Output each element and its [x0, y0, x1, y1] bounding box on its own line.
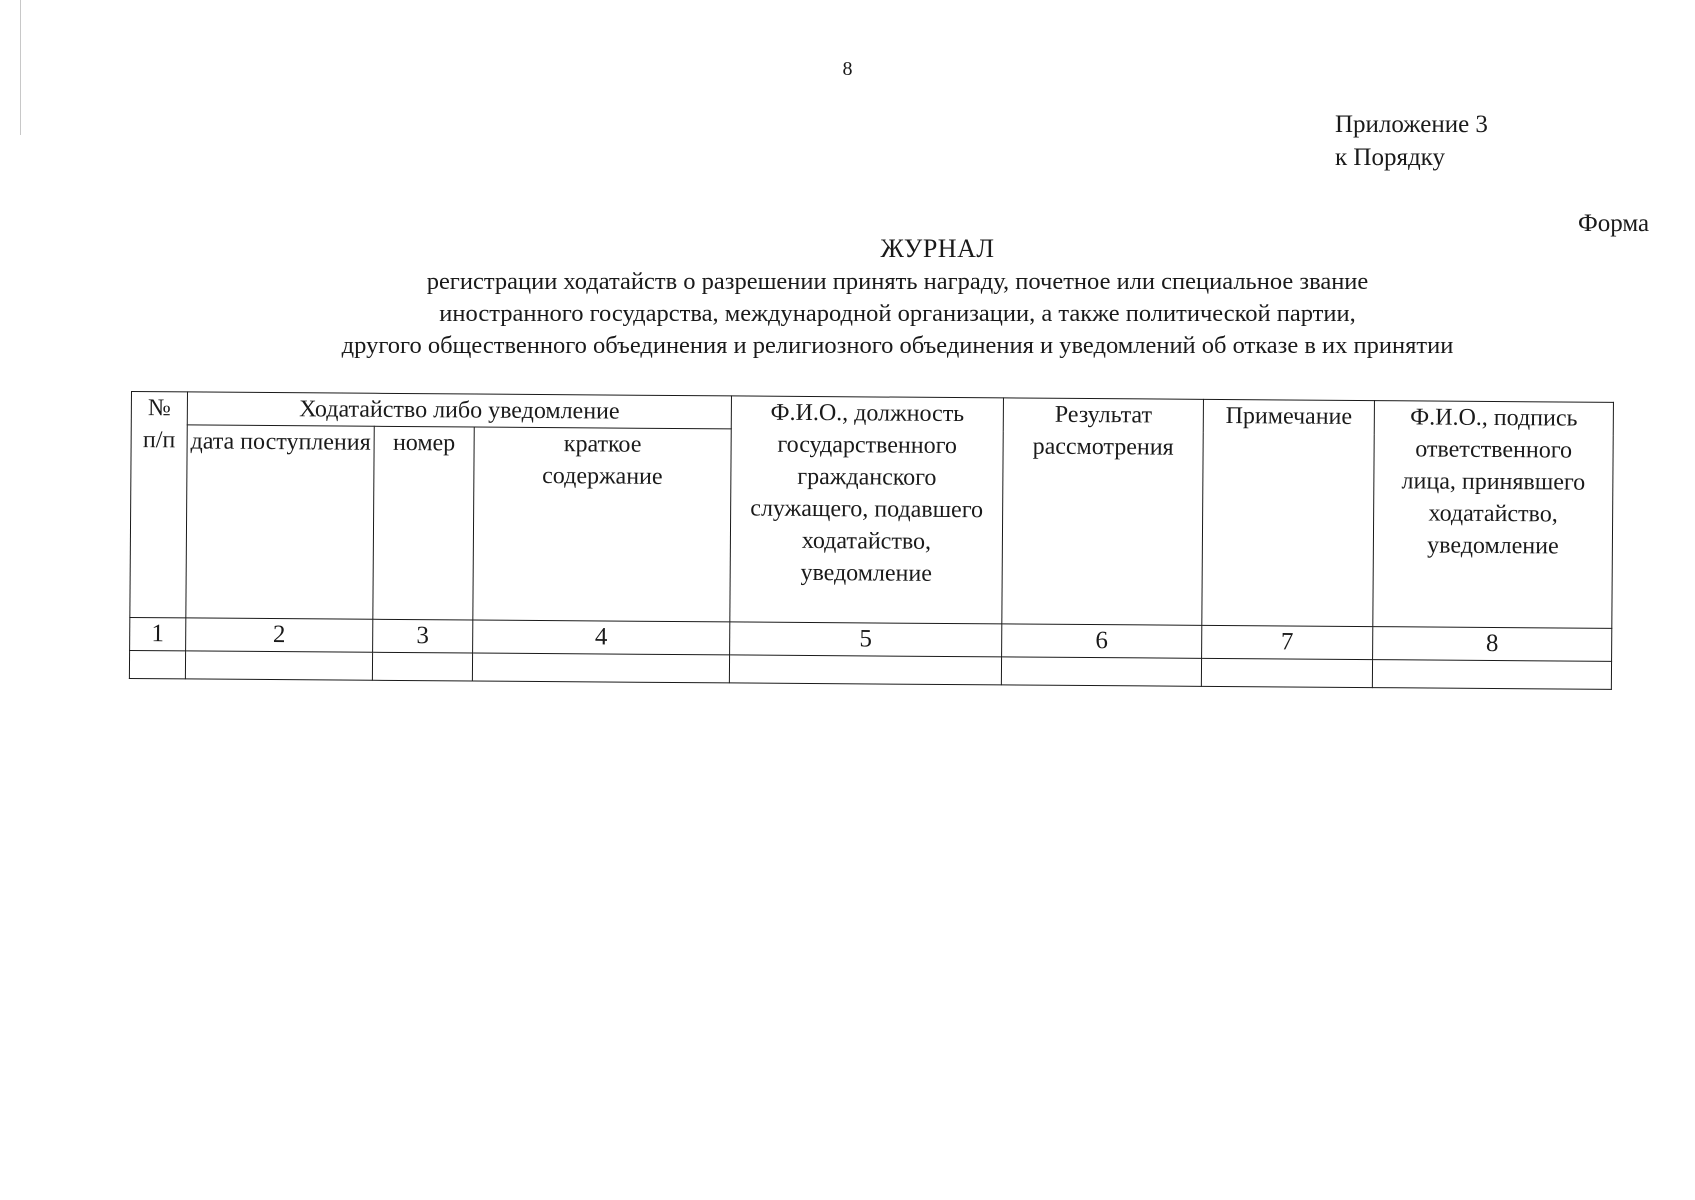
empty-cell-4	[472, 653, 729, 683]
column-number-8: 8	[1373, 627, 1612, 662]
header-summary: краткое содержание	[473, 427, 731, 622]
column-number-6: 6	[1002, 624, 1202, 658]
empty-cell-3	[372, 652, 472, 681]
column-number-3: 3	[373, 619, 473, 653]
appendix-line-1: Приложение 3	[1335, 111, 1488, 138]
subtitle-line-2: иностранного государства, международной организации, а также политической партии,	[439, 300, 1356, 327]
column-number-2: 2	[186, 618, 373, 652]
column-number-1: 1	[130, 617, 186, 650]
header-responsible: Ф.И.О., подпись ответственного лица, принявшего ходатайство, уведомление	[1373, 401, 1614, 629]
empty-cell-5	[729, 655, 1001, 685]
column-number-7: 7	[1202, 625, 1373, 659]
header-date: дата поступления	[186, 425, 374, 619]
appendix-line-2: к Порядку	[1335, 144, 1445, 171]
empty-cell-1	[129, 650, 185, 678]
header-note: Примечание	[1202, 399, 1375, 626]
form-label: Форма	[1578, 210, 1650, 237]
header-petition-group: Ходатайство либо уведомление	[187, 392, 731, 429]
registration-journal-table	[129, 391, 1614, 690]
empty-cell-6	[1001, 657, 1201, 686]
header-result: Результат рассмотрения	[1002, 398, 1204, 625]
document-subtitle	[120, 266, 1675, 362]
document-title: ЖУРНАЛ	[880, 234, 995, 263]
appendix-reference	[1335, 108, 1488, 174]
header-doc-number: номер	[373, 426, 474, 620]
subtitle-line-3: другого общественного объединения и религиозного объединения и уведомлений об отказе в их принятии	[341, 332, 1454, 359]
column-number-4: 4	[473, 620, 730, 655]
empty-cell-7	[1201, 658, 1372, 687]
subtitle-line-1: регистрации ходатайств о разрешении принять награду, почетное или специальное звание	[426, 268, 1369, 295]
empty-cell-2	[185, 651, 372, 680]
empty-cell-8	[1372, 660, 1611, 690]
column-number-5: 5	[730, 622, 1002, 657]
document-heading	[120, 232, 1675, 362]
header-employee: Ф.И.О., должность государственного гражданского служащего, подавшего ходатайство, уведомление	[730, 396, 1004, 624]
header-number: № п/п	[130, 392, 188, 618]
page-number: 8	[842, 58, 853, 80]
